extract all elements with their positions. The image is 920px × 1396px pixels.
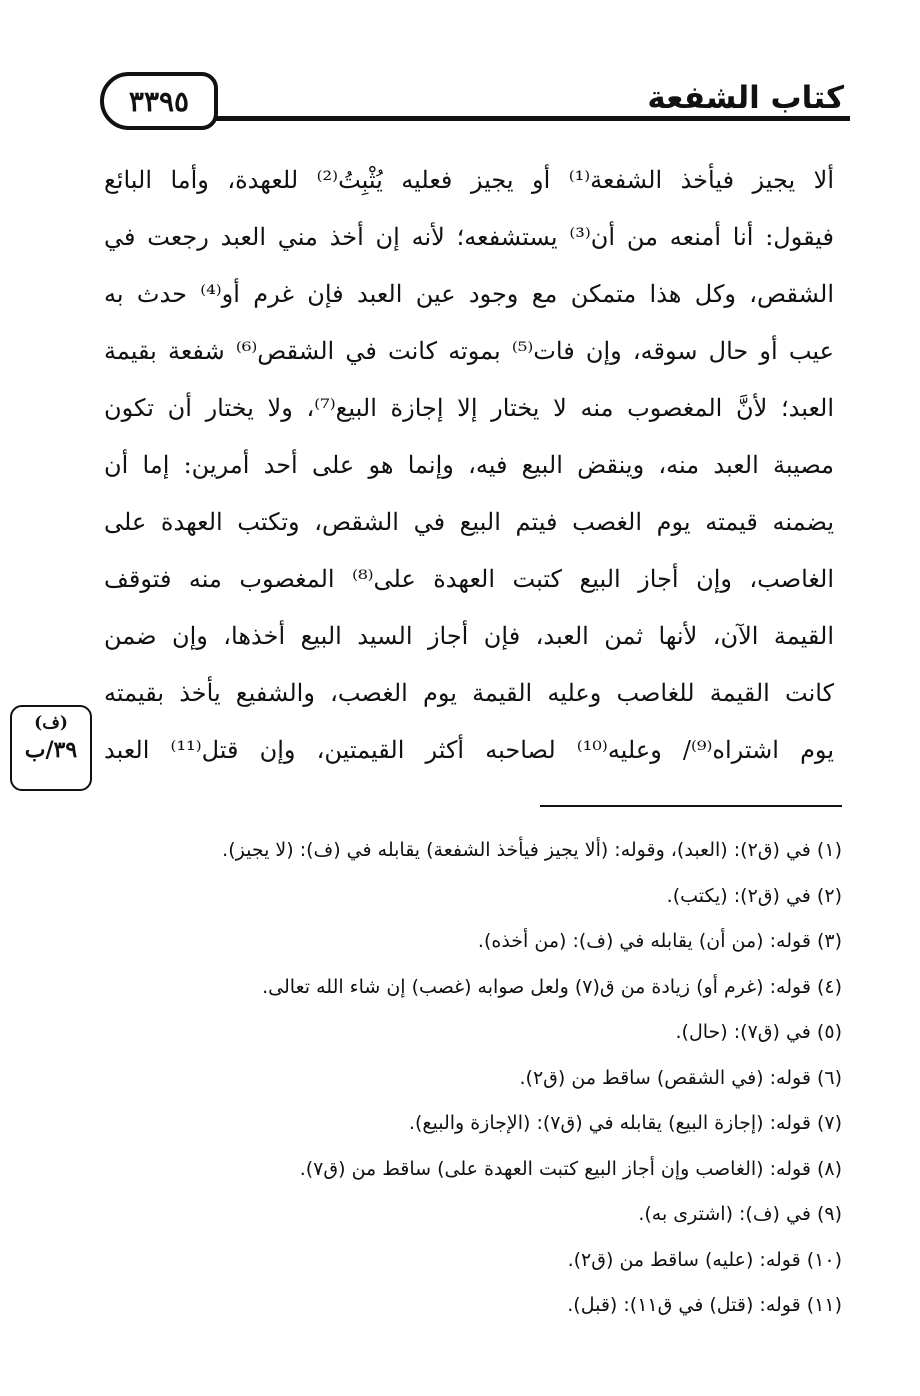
text-line: مصيبة العبد منه، وينقض البيع فيه، وإنما هو على أحد أمرين: إما أن [104, 451, 834, 479]
footnote: (٩) في (ف): (اشترى به). [638, 1203, 842, 1225]
text-line: كانت القيمة للغاصب وعليه القيمة يوم الغصب، والشفيع يأخذ بقيمته [104, 679, 834, 707]
text-line: الشقص، وكل هذا متمكن مع وجود عين العبد فإن غرم أو⁽⁴⁾ حدث به [104, 280, 834, 308]
footnote: (٤) قوله: (غرم أو) زيادة من ق(٧) ولعل صوابه (غصب) إن شاء الله تعالى. [262, 975, 842, 998]
footnote: (١٠) قوله: (عليه) ساقط من (ق٢). [567, 1248, 842, 1271]
footnote: (٨) قوله: (الغاصب وإن أجاز البيع كتبت العهدة على) ساقط من (ق٧). [299, 1157, 842, 1180]
text-line: القيمة الآن، لأنها ثمن العبد، فإن أجاز السيد البيع أخذها، وإن ضمن [104, 622, 835, 650]
footnote: (٢) في (ق٢): (يكتب). [666, 884, 842, 907]
text-line: عيب أو حال سوقه، وإن فات⁽⁵⁾ بموته كانت في الشقص⁽⁶⁾ شفعة بقيمة [104, 337, 834, 365]
margin-note-source: (ف) [34, 713, 68, 733]
text-line: ألا يجيز فيأخذ الشفعة⁽¹⁾ أو يجيز فعليه يُثْبِتُ⁽²⁾ للعهدة، وأما البائع [104, 166, 834, 194]
page-number: ٣٣٩٥ [100, 72, 218, 130]
text-line: يضمنه قيمته يوم الغصب فيتم البيع في الشقص، وتكتب العهدة على [104, 508, 834, 536]
footnote: (٥) في (ق٧): (حال). [675, 1021, 842, 1043]
page-header [90, 68, 850, 128]
text-line: الغاصب، وإن أجاز البيع كتبت العهدة على⁽⁸⁾ المغصوب منه فتوقف [104, 565, 834, 593]
footnote: (٦) قوله: (في الشقص) ساقط من (ق٢). [519, 1066, 842, 1089]
footnote-separator [540, 805, 842, 807]
header-rule [185, 116, 850, 121]
footnotes [100, 828, 842, 1329]
footnote: (٧) قوله: (إجازة البيع) يقابله في (ق٧): (الإجازة والبيع). [408, 1112, 842, 1134]
manuscript-folio-note [10, 705, 92, 791]
footnote: (١١) قوله: (قتل) في ق١١): (قبل). [567, 1294, 842, 1316]
footnote: (٣) قوله: (من أن) يقابله في (ف): (من أخذه). [477, 930, 842, 952]
footnote: (١) في (ق٢): (العبد)، وقوله: (ألا يجيز فيأخذ الشفعة) يقابله في (ف): (لا يجيز). [222, 839, 842, 861]
margin-note-folio: ٣٩/ب [24, 737, 78, 763]
book-title: كتاب الشفعة [647, 80, 844, 116]
text-line: فيقول: أنا أمنعه من أن⁽³⁾ يستشفعه؛ لأنه إن أخذ مني العبد رجعت في [104, 223, 834, 251]
text-line: يوم اشتراه⁽⁹⁾/ وعليه⁽¹⁰⁾ لصاحبه أكثر القيمتين، وإن قتل⁽¹¹⁾ العبد [104, 736, 835, 764]
text-line: العبد؛ لأنَّ المغصوب منه لا يختار إلا إجازة البيع⁽⁷⁾، ولا يختار أن تكون [104, 394, 834, 422]
main-text [104, 152, 834, 779]
